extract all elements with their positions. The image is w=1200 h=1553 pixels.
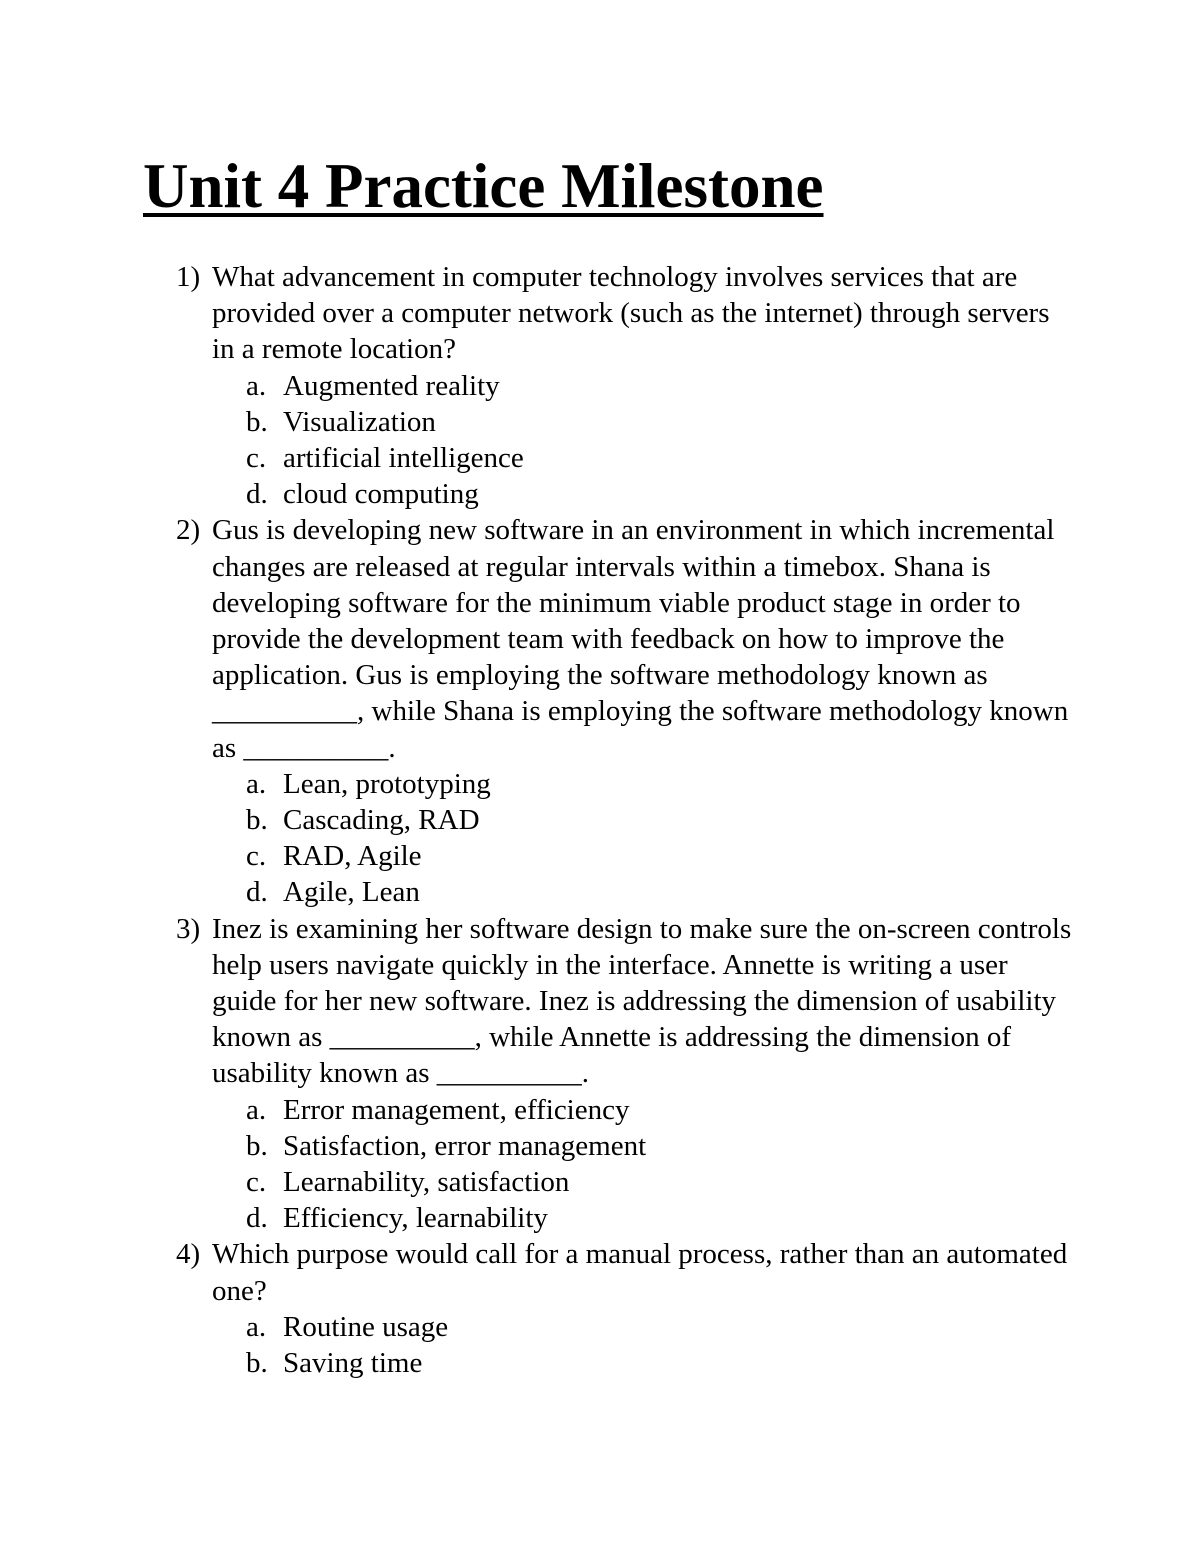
option-text: Satisfaction, error management [283,1129,647,1162]
question-list [176,259,1076,1381]
option-letter: a. [246,1310,267,1343]
option-letter: a. [246,369,267,402]
option-a [212,368,1076,404]
option-text: Visualization [283,405,436,438]
option-text: Routine usage [283,1310,449,1343]
option-c [212,838,1076,874]
option-d [212,1200,1076,1236]
option-d [212,476,1076,512]
question-text: Inez is examining her software design to make sure the on-screen controls help users navigate quickly in the interface. Annette is writing a user guide for her new software. Inez is addressing the dimension of usability known as __________, while Annette is addressing the dimension of usability known as __________. [212,912,1072,1090]
option-d [212,874,1076,910]
option-a [212,766,1076,802]
option-list [212,368,1076,513]
question-number: 2) [176,514,201,547]
option-c [212,440,1076,476]
option-text: artificial intelligence [283,442,524,475]
option-list [212,1309,1076,1381]
question-2 [176,512,1076,910]
option-letter: a. [246,767,267,800]
option-text: Saving time [283,1347,423,1380]
question-3 [176,911,1076,1237]
option-text: cloud computing [283,478,479,511]
question-4 [176,1236,1076,1381]
question-1 [176,259,1076,512]
page-title: Unit 4 Practice Milestone [143,151,824,221]
option-b [212,1128,1076,1164]
option-text: Error management, efficiency [283,1093,630,1126]
option-text: Learnability, satisfaction [283,1166,570,1199]
option-letter: b. [246,405,268,438]
option-list [212,1092,1076,1237]
question-text: Which purpose would call for a manual process, rather than an automated one? [212,1238,1068,1307]
option-list [212,766,1076,911]
question-number: 4) [176,1238,201,1271]
option-c [212,1164,1076,1200]
option-letter: b. [246,1129,268,1162]
option-text: Cascading, RAD [283,804,480,837]
question-number: 3) [176,912,201,945]
option-a [212,1092,1076,1128]
option-letter: c. [246,442,267,475]
option-letter: c. [246,1166,267,1199]
question-number: 1) [176,261,201,293]
option-b [212,1345,1076,1381]
option-letter: d. [246,478,268,511]
option-text: Lean, prototyping [283,767,491,800]
option-a [212,1309,1076,1345]
option-text: Agile, Lean [283,876,420,909]
option-letter: c. [246,840,267,873]
question-text: Gus is developing new software in an environment in which incremental changes are released at regular intervals within a timebox. Shana is developing software for the minimum viable product stage in order to provide the development team with feedback on how to improve the application. Gus is employing the software methodology known as __________, while Shana is employing the software methodology known as __________. [212,514,1069,764]
option-text: Efficiency, learnability [283,1202,548,1235]
option-text: RAD, Agile [283,840,422,873]
option-letter: b. [246,1347,268,1380]
option-b [212,802,1076,838]
option-letter: b. [246,804,268,837]
option-letter: d. [246,876,268,909]
question-text: What advancement in computer technology involves services that are provided over a computer network (such as the internet) through servers in a remote location? [212,261,1050,366]
option-b [212,404,1076,440]
option-letter: a. [246,1093,267,1126]
option-text: Augmented reality [283,369,500,402]
option-letter: d. [246,1202,268,1235]
